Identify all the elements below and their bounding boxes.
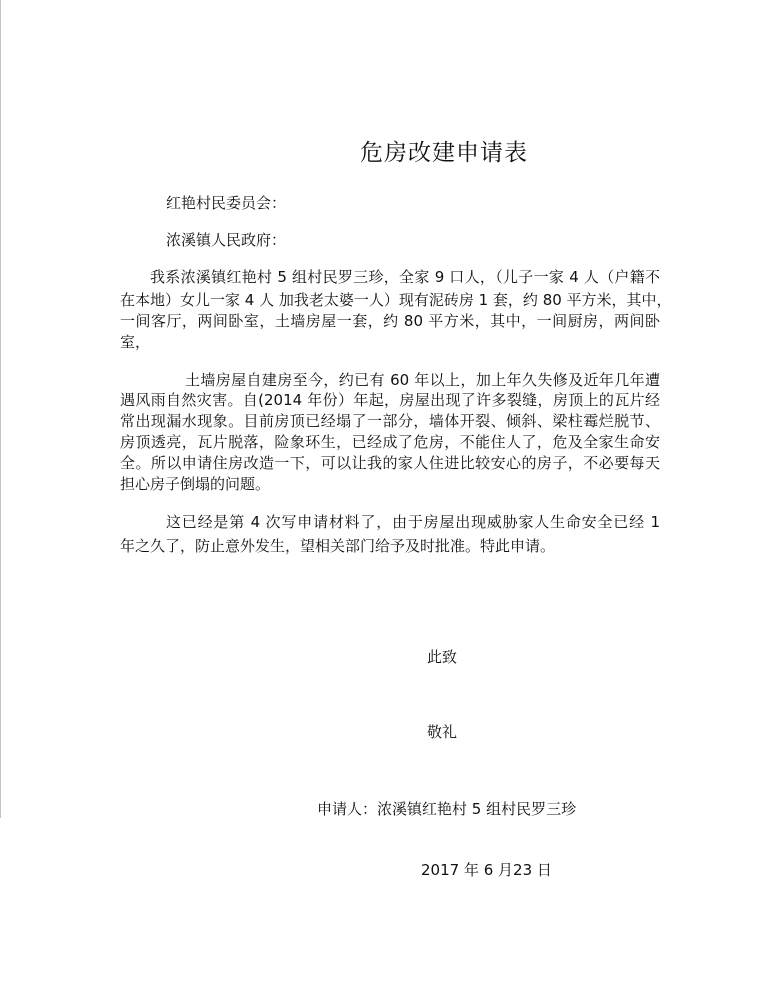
paragraph-3-line-2: 年之久了，防止意外发生，望相关部门给予及时批准。特此申请。 — [120, 537, 556, 555]
paragraph-3-line-1: 这已经是第 4 次写申请材料了，由于房屋出现威胁家人生命安全已经 1 — [166, 513, 660, 531]
addressee-village-committee: 红艳村民委员会： — [166, 194, 287, 212]
salutation: 敬礼 — [427, 723, 458, 741]
paragraph-1-line-2: 在本地）女儿一家 4 人 加我老太婆一人）现有泥砖房 1 套，约 80 平方米，其中， — [120, 291, 672, 309]
application-date: 2017 年 6 月23 日 — [421, 861, 552, 879]
paragraph-2-line-5: 全。所以申请住房改造一下，可以让我的家人住进比较安心的房子，不必要每天 — [120, 454, 660, 472]
addressee-town-government: 浓溪镇人民政府： — [166, 231, 287, 249]
paragraph-2-line-2: 遇风雨自然灾害。自(2014 年份）年起，房屋出现了许多裂缝，房顶上的瓦片经 — [120, 391, 660, 409]
paragraph-1-line-1: 我系浓溪镇红艳村 5 组村民罗三珍，全家 9 口人，（儿子一家 4 人（户籍不 — [150, 268, 660, 286]
paragraph-1-line-3: 一间客厅，两间卧室，土墙房屋一套，约 80 平方米，其中，一间厨房，两间卧 — [120, 312, 660, 330]
closing-phrase: 此致 — [427, 648, 458, 666]
paragraph-2-line-1: 土墙房屋自建房至今，约已有 60 年以上，加上年久失修及近年几年遭 — [185, 371, 660, 389]
applicant-signature: 申请人：浓溪镇红艳村 5 组村民罗三珍 — [317, 800, 577, 818]
paragraph-1-line-4: 室， — [120, 333, 151, 351]
page-left-edge — [0, 0, 1, 818]
paragraph-2-line-6: 担心房子倒塌的问题。 — [120, 475, 271, 493]
paragraph-2-line-3: 常出现漏水现象。目前房顶已经塌了一部分，墙体开裂、倾斜、梁柱霉烂脱节、 — [120, 412, 660, 430]
document-title: 危房改建申请表 — [360, 140, 528, 166]
paragraph-2-line-4: 房顶透亮，瓦片脱落，险象环生，已经成了危房，不能住人了，危及全家生命安 — [120, 433, 660, 451]
